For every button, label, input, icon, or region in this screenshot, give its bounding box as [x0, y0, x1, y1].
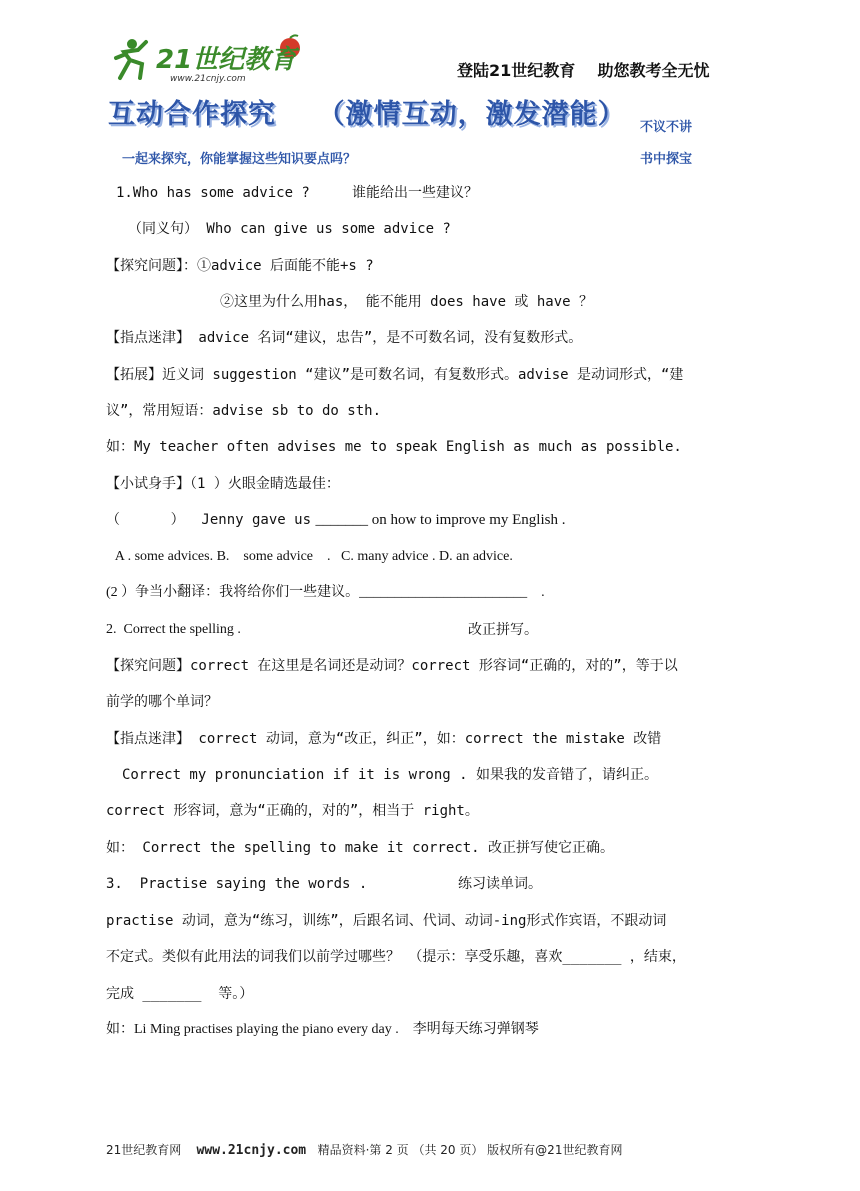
example-practise: 如：Li Ming practises playing the piano every day . 李明每天练习弹钢琴 — [106, 1022, 539, 1037]
inquiry-correct-1: 【探究问题】correct 在这里是名词还是动词？correct 形容词“正确的，对的”，等于以 — [106, 658, 678, 674]
site-logo — [112, 34, 308, 86]
item-1-question: 1.Who has some advice ? 谁能给出一些建议？ — [116, 185, 479, 201]
extension-line-2: 议”，常用短语：advise sb to do sth. — [106, 403, 382, 419]
section-title: 互动合作探究 （激情互动，激发潜能） — [108, 99, 626, 130]
svg-text:21世纪教育: 21世纪教育 — [156, 45, 297, 75]
example-correct-2: 如： Correct the spelling to make it correct. 改正拼写使它正确。 — [106, 840, 615, 856]
practise-usage-2: 不定式。类似有此用法的词我们以前学过哪些？ （提示：享受乐趣，喜欢_______ ，结束， — [106, 949, 686, 965]
svg-text:www.21cnjy.com: www.21cnjy.com — [170, 74, 246, 84]
example-correct-1: Correct my pronunciation if it is wrong . 如果我的发音错了，请纠正。 — [122, 767, 659, 783]
item-3-translation: 练习读单词。 — [458, 876, 542, 892]
guidance-correct: 【指点迷津】 correct 动词，意为“改正，纠正”，如：correct the mistake 改错 — [106, 731, 662, 747]
item-2-heading: 2. Correct the spelling . — [106, 622, 241, 637]
translation-task: (2 ）争当小翻译：我将给你们一些建议。________________________ . — [106, 585, 545, 600]
footer-page-info: 精品资料·第 2 页 （共 20 页） 版权所有@21世纪教育网 — [317, 1143, 623, 1157]
side-note-bottom: 书中探宝 — [640, 152, 693, 167]
guidance-advice: 【指点迷津】 advice 名词“建议，忠告”，是不可数名词，没有复数形式。 — [106, 330, 583, 346]
footer-url[interactable]: www.21cnjy.com — [196, 1143, 307, 1158]
choice-options: A . some advices. B. some advice . C. many advice . D. an advice. — [112, 549, 513, 564]
inquiry-question-2: ②这里为什么用has， 能不能用 does have 或 have ？ — [220, 294, 594, 310]
logo-graphic — [112, 34, 308, 86]
correct-adjective-note: correct 形容词，意为“正确的，对的”，相当于 right。 — [106, 803, 479, 819]
item-2-translation: 改正拼写。 — [468, 622, 538, 638]
fill-blank-prefix: （ ） Jenny gave us — [106, 512, 312, 528]
inquiry-question-1: 【探究问题】：①advice 后面能不能+s ? — [106, 258, 374, 274]
extension-line-1: 【拓展】近义词 suggestion “建议”是可数名词，有复数形式。advise 是动词形式，“建 — [106, 367, 684, 383]
footer-site-name: 21世纪教育网 — [106, 1143, 182, 1157]
page-footer — [106, 1141, 622, 1158]
fill-blank-suffix: _______ on how to improve my English . — [315, 512, 566, 528]
practise-usage-3: 完成 _______ 等。） — [106, 986, 254, 1002]
side-note-top: 不议不讲 — [640, 120, 693, 135]
fill-blank-question — [106, 510, 565, 530]
synonym-sentence: （同义句） Who can give us some advice ? — [128, 221, 451, 237]
inquiry-correct-2: 前学的哪个单词？ — [106, 694, 218, 710]
section-subtitle: 一起来探究，你能掌握这些知识要点吗？ — [122, 152, 357, 167]
practise-usage-1: practise 动词，意为“练习，训练”，后跟名词、代词、动词-ing形式作宾语，不跟动词 — [106, 913, 667, 929]
practice-heading: 【小试身手】（1 ）火眼金睛选最佳： — [106, 476, 340, 492]
item-3-heading: 3. Practise saying the words . — [106, 876, 368, 892]
example-sentence-1: 如：My teacher often advises me to speak English as much as possible. — [106, 439, 682, 455]
header-slogan: 登陆21世纪教育 助您教考全无忧 — [457, 61, 710, 80]
